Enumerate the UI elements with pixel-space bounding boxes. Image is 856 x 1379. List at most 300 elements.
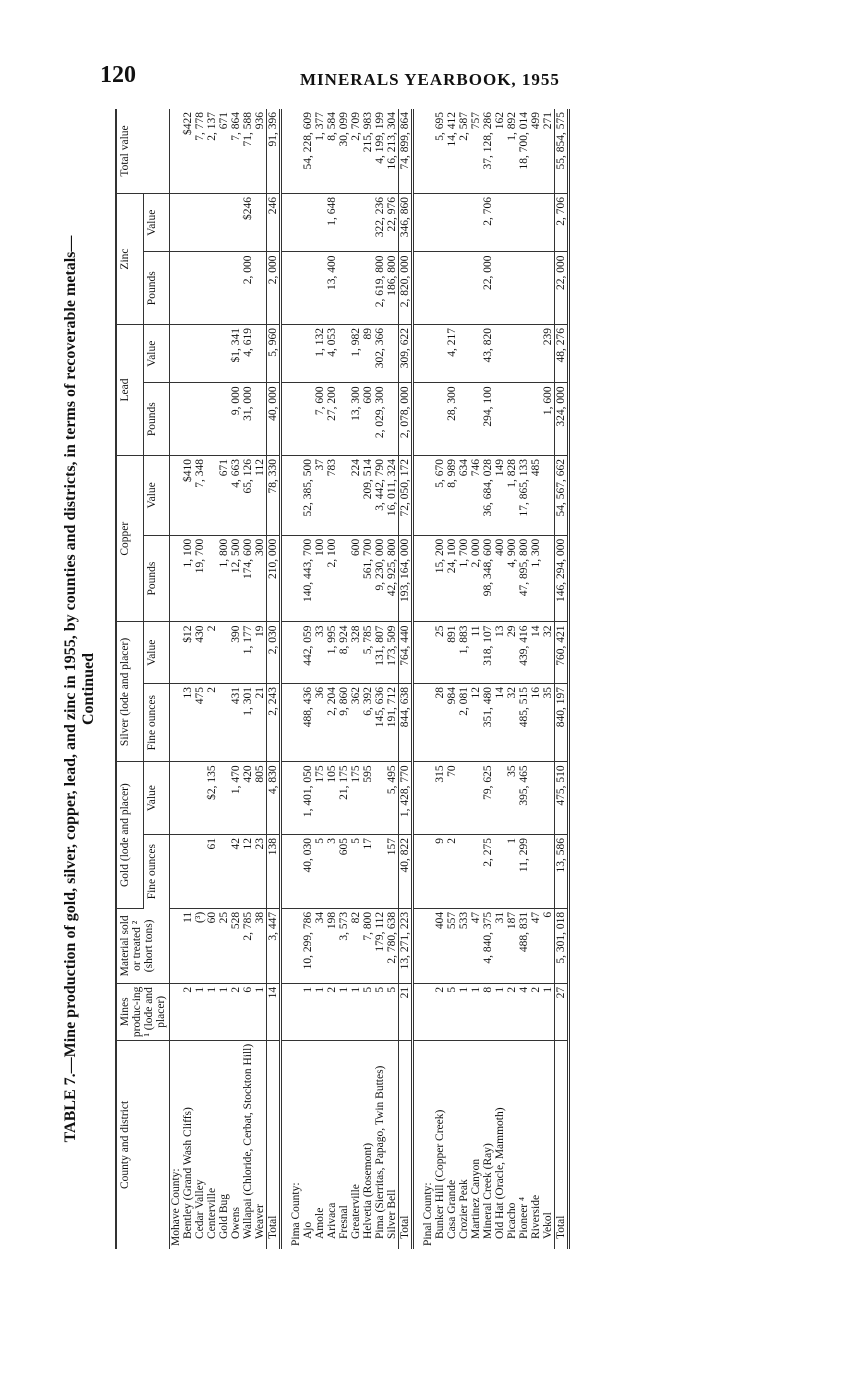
col-gold-val: Value — [143, 762, 169, 835]
cell-mines: 1 — [254, 983, 267, 1040]
cell-copper-val: 224 — [350, 456, 362, 536]
cell-lead-val — [182, 325, 194, 383]
cell-material: 5, 301, 018 — [555, 908, 569, 983]
cell-gold-oz — [194, 834, 206, 908]
cell-gold-val: 21, 175 — [338, 762, 350, 835]
cell-gold-val: 175 — [314, 762, 326, 835]
cell-total: 1, 377 — [314, 109, 326, 194]
cell-mines: 6 — [242, 983, 254, 1040]
cell-total: 757 — [470, 109, 482, 194]
col-zinc: Zinc — [116, 194, 143, 325]
cell-gold-oz: 12 — [242, 834, 254, 908]
cell-copper-lb: 600 — [350, 535, 362, 622]
cell-gold-oz — [218, 834, 230, 908]
cell-copper-lb: 47, 895, 800 — [518, 535, 530, 622]
cell-material: 31 — [494, 908, 506, 983]
cell-copper-lb: 19, 700 — [194, 535, 206, 622]
cell-zinc-lb: 2, 000 — [267, 252, 281, 325]
cell-copper-lb: 193, 164, 000 — [399, 535, 413, 622]
cell-total: 162 — [494, 109, 506, 194]
cell-lead-val — [470, 325, 482, 383]
cell-lead-lb — [302, 383, 314, 456]
cell-total: 7, 778 — [194, 109, 206, 194]
district-name: Pima (Sierritas, Papago, Twin Buttes) — [374, 1065, 386, 1239]
cell-zinc-lb — [494, 252, 506, 325]
table-row — [542, 109, 555, 1249]
cell-zinc-val — [314, 194, 326, 252]
cell-gold-val — [458, 762, 470, 835]
cell-total: 215, 983 — [362, 109, 374, 194]
cell-zinc-val — [506, 194, 518, 252]
cell-zinc-lb — [230, 252, 242, 325]
cell-gold-oz — [374, 834, 386, 908]
col-total: Total value — [116, 109, 170, 194]
cell-gold-val: 475, 510 — [555, 762, 569, 835]
cell-zinc-val — [302, 194, 314, 252]
cell-silver-oz: 2, 204 — [326, 683, 338, 761]
cell-gold-val: 1, 428, 770 — [399, 762, 413, 835]
cell-material: 82 — [350, 908, 362, 983]
cell-silver-oz: 28 — [434, 683, 446, 761]
cell-gold-val: 395, 465 — [518, 762, 530, 835]
cell-copper-val: 72, 050, 172 — [399, 456, 413, 536]
cell-zinc-lb — [530, 252, 542, 325]
cell-lead-val — [218, 325, 230, 383]
cell-gold-val: 420 — [242, 762, 254, 835]
table-row — [434, 109, 446, 1249]
cell-lead-lb — [494, 383, 506, 456]
table-row — [458, 109, 470, 1249]
cell-lead-lb — [386, 383, 399, 456]
district-name: Gold Bug — [218, 1193, 230, 1239]
production-table — [115, 109, 570, 1249]
cell-silver-val: 891 — [446, 622, 458, 684]
total-row — [267, 109, 281, 1249]
cell-silver-val: 390 — [230, 622, 242, 684]
cell-mines: 5 — [446, 983, 458, 1040]
cell-lead-val: 309, 622 — [399, 325, 413, 383]
cell-silver-val: 25 — [434, 622, 446, 684]
cell-gold-val — [182, 762, 194, 835]
cell-gold-oz — [470, 834, 482, 908]
cell-lead-val — [506, 325, 518, 383]
district-name: Casa Grande — [446, 1179, 458, 1239]
cell-lead-lb — [194, 383, 206, 456]
cell-gold-val — [194, 762, 206, 835]
table-row — [338, 109, 350, 1249]
cell-copper-lb: 24, 100 — [446, 535, 458, 622]
cell-zinc-val — [446, 194, 458, 252]
cell-zinc-lb — [302, 252, 314, 325]
cell-material: 528 — [230, 908, 242, 983]
table-row — [230, 109, 242, 1249]
cell-copper-val: 78, 330 — [267, 456, 281, 536]
cell-zinc-lb: 22, 000 — [555, 252, 569, 325]
cell-total: 18, 700, 014 — [518, 109, 530, 194]
cell-copper-lb: 4, 900 — [506, 535, 518, 622]
cell-total: 499 — [530, 109, 542, 194]
cell-silver-val: 1, 883 — [458, 622, 470, 684]
cell-silver-oz: 984 — [446, 683, 458, 761]
cell-gold-oz: 138 — [267, 834, 281, 908]
cell-gold-val: 1, 470 — [230, 762, 242, 835]
cell-silver-val: 1, 177 — [242, 622, 254, 684]
cell-silver-val: 439, 416 — [518, 622, 530, 684]
cell-material: 488, 831 — [518, 908, 530, 983]
cell-zinc-lb — [194, 252, 206, 325]
cell-silver-val: 430 — [194, 622, 206, 684]
table-row — [326, 109, 338, 1249]
district-name: Martinez Canyon — [470, 1158, 482, 1239]
table-title-line1: TABLE 7.—Mine production of gold, silver, copper, lead, and zinc in 1955, by counties and districts, in terms of recoverable metals— — [62, 235, 79, 1143]
cell-total: 74, 899, 864 — [399, 109, 413, 194]
cell-lead-lb — [218, 383, 230, 456]
district-name: Wallapai (Chloride, Cerbat, Stockton Hill) — [242, 1043, 254, 1239]
cell-gold-val: 595 — [362, 762, 374, 835]
cell-gold-oz: 2, 275 — [482, 834, 494, 908]
cell-total: $422 — [182, 109, 194, 194]
cell-copper-lb: 100 — [314, 535, 326, 622]
cell-copper-lb: 561, 700 — [362, 535, 374, 622]
cell-zinc-lb — [506, 252, 518, 325]
cell-copper-lb: 42, 925, 800 — [386, 535, 399, 622]
cell-zinc-lb — [458, 252, 470, 325]
district-name: Total — [399, 1040, 413, 1249]
cell-gold-oz: 13, 586 — [555, 834, 569, 908]
cell-total: 55, 854, 575 — [555, 109, 569, 194]
table-row — [194, 109, 206, 1249]
col-material: Material sold or treated ² (short tons) — [116, 908, 170, 983]
cell-silver-oz: 844, 638 — [399, 683, 413, 761]
cell-copper-lb: 2, 000 — [470, 535, 482, 622]
cell-lead-lb: 294, 100 — [482, 383, 494, 456]
cell-gold-val: 79, 625 — [482, 762, 494, 835]
cell-gold-val: 70 — [446, 762, 458, 835]
cell-lead-lb: 1, 600 — [542, 383, 555, 456]
cell-gold-val — [470, 762, 482, 835]
cell-copper-lb: 146, 294, 000 — [555, 535, 569, 622]
cell-lead-val — [518, 325, 530, 383]
cell-zinc-val — [338, 194, 350, 252]
cell-lead-val — [494, 325, 506, 383]
cell-zinc-val: 22, 976 — [386, 194, 399, 252]
table-row — [518, 109, 530, 1249]
cell-copper-val: 1, 828 — [506, 456, 518, 536]
col-copper-val: Value — [143, 456, 169, 536]
cell-lead-lb — [254, 383, 267, 456]
cell-mines: 1 — [194, 983, 206, 1040]
cell-total: 5, 695 — [434, 109, 446, 194]
cell-zinc-lb — [470, 252, 482, 325]
cell-zinc-val: 2, 706 — [482, 194, 494, 252]
cell-mines: 1 — [338, 983, 350, 1040]
col-zinc-val: Value — [143, 194, 169, 252]
cell-zinc-lb — [338, 252, 350, 325]
total-row — [555, 109, 569, 1249]
cell-gold-val: 105 — [326, 762, 338, 835]
cell-total: 671 — [218, 109, 230, 194]
cell-lead-val — [458, 325, 470, 383]
county-row — [422, 109, 434, 1249]
cell-copper-val: 783 — [326, 456, 338, 536]
cell-lead-lb — [206, 383, 218, 456]
cell-material: (³) — [194, 908, 206, 983]
cell-silver-val: 33 — [314, 622, 326, 684]
cell-zinc-val: 346, 860 — [399, 194, 413, 252]
cell-zinc-val — [362, 194, 374, 252]
cell-mines: 8 — [482, 983, 494, 1040]
cell-total: 4, 199, 199 — [374, 109, 386, 194]
cell-silver-oz: 2, 081 — [458, 683, 470, 761]
cell-copper-val: 7, 348 — [194, 456, 206, 536]
cell-gold-val: $2, 135 — [206, 762, 218, 835]
cell-material: 198 — [326, 908, 338, 983]
cell-zinc-val — [194, 194, 206, 252]
table-row — [494, 109, 506, 1249]
cell-lead-lb: 9, 000 — [230, 383, 242, 456]
cell-copper-val: 485 — [530, 456, 542, 536]
cell-copper-lb: 98, 348, 600 — [482, 535, 494, 622]
cell-mines: 5 — [374, 983, 386, 1040]
cell-mines: 1 — [542, 983, 555, 1040]
cell-gold-oz: 40, 030 — [302, 834, 314, 908]
cell-silver-oz: 362 — [350, 683, 362, 761]
cell-zinc-val — [254, 194, 267, 252]
cell-copper-val — [542, 456, 555, 536]
running-head: MINERALS YEARBOOK, 1955 — [300, 70, 560, 89]
cell-copper-val: 5, 670 — [434, 456, 446, 536]
district-name: Total — [555, 1040, 569, 1249]
cell-mines: 1 — [206, 983, 218, 1040]
cell-silver-val: 764, 440 — [399, 622, 413, 684]
cell-copper-lb: 300 — [254, 535, 267, 622]
col-mines: Mines produc-ing ¹ (lode and placer) — [116, 983, 170, 1040]
cell-zinc-lb — [434, 252, 446, 325]
cell-mines: 1 — [494, 983, 506, 1040]
cell-lead-val: 5, 960 — [267, 325, 281, 383]
cell-zinc-val — [182, 194, 194, 252]
cell-copper-lb: 1, 100 — [182, 535, 194, 622]
cell-lead-lb: 600 — [362, 383, 374, 456]
cell-material: 2, 785 — [242, 908, 254, 983]
col-gold: Gold (lode and placer) — [116, 762, 143, 908]
district-name: Greaterville — [350, 1184, 362, 1239]
cell-gold-oz: 157 — [386, 834, 399, 908]
cell-zinc-val — [350, 194, 362, 252]
cell-material: 533 — [458, 908, 470, 983]
county-name: Mohave County: — [170, 1168, 182, 1246]
cell-zinc-val — [542, 194, 555, 252]
cell-lead-val: 89 — [362, 325, 374, 383]
cell-gold-oz — [458, 834, 470, 908]
cell-gold-oz: 1 — [506, 834, 518, 908]
cell-copper-lb: 210, 000 — [267, 535, 281, 622]
cell-material: 47 — [530, 908, 542, 983]
cell-silver-oz: 191, 712 — [386, 683, 399, 761]
cell-mines: 5 — [362, 983, 374, 1040]
cell-zinc-val — [530, 194, 542, 252]
cell-zinc-val — [470, 194, 482, 252]
district-name: Weaver — [254, 1204, 266, 1239]
district-name: Picacho — [506, 1202, 518, 1239]
cell-silver-oz: 475 — [194, 683, 206, 761]
cell-silver-val: 19 — [254, 622, 267, 684]
cell-total: 1, 892 — [506, 109, 518, 194]
cell-lead-lb: 27, 200 — [326, 383, 338, 456]
cell-zinc-val: $246 — [242, 194, 254, 252]
cell-gold-oz: 2 — [446, 834, 458, 908]
cell-copper-lb: 1, 700 — [458, 535, 470, 622]
cell-copper-val: 671 — [218, 456, 230, 536]
cell-zinc-lb: 2, 619, 800 — [374, 252, 386, 325]
cell-zinc-val — [458, 194, 470, 252]
col-gold-oz: Fine ounces — [143, 834, 169, 908]
cell-gold-oz: 23 — [254, 834, 267, 908]
cell-gold-oz: 3 — [326, 834, 338, 908]
cell-lead-val — [194, 325, 206, 383]
col-lead-val: Value — [143, 325, 169, 383]
cell-silver-oz: 431 — [230, 683, 242, 761]
cell-gold-oz — [542, 834, 555, 908]
cell-copper-lb: 2, 100 — [326, 535, 338, 622]
col-copper-lb: Pounds — [143, 535, 169, 622]
col-silver-oz: Fine ounces — [143, 683, 169, 761]
cell-silver-oz — [218, 683, 230, 761]
district-name: Total — [267, 1040, 281, 1249]
col-silver-val: Value — [143, 622, 169, 684]
cell-zinc-val — [434, 194, 446, 252]
cell-copper-val: 746 — [470, 456, 482, 536]
cell-material: 7, 800 — [362, 908, 374, 983]
cell-silver-val: 318, 107 — [482, 622, 494, 684]
cell-zinc-val — [494, 194, 506, 252]
cell-lead-val: 302, 366 — [374, 325, 386, 383]
cell-lead-lb — [470, 383, 482, 456]
cell-silver-val: 131, 807 — [374, 622, 386, 684]
cell-zinc-val: 322, 236 — [374, 194, 386, 252]
cell-copper-val: 52, 385, 500 — [302, 456, 314, 536]
cell-zinc-lb — [362, 252, 374, 325]
cell-gold-oz: 9 — [434, 834, 446, 908]
county-row — [170, 109, 183, 1249]
page-number: 120 — [100, 62, 136, 88]
cell-gold-oz: 40, 822 — [399, 834, 413, 908]
county-row — [290, 109, 302, 1249]
district-name: Mineral Creek (Ray) — [482, 1143, 494, 1239]
cell-copper-val — [338, 456, 350, 536]
cell-zinc-lb — [314, 252, 326, 325]
cell-zinc-lb — [350, 252, 362, 325]
cell-silver-val: 5, 785 — [362, 622, 374, 684]
cell-copper-val: 16, 011, 324 — [386, 456, 399, 536]
cell-gold-oz: 5 — [314, 834, 326, 908]
cell-lead-val: 1, 132 — [314, 325, 326, 383]
cell-silver-oz: 32 — [506, 683, 518, 761]
district-name: Fresnal — [338, 1205, 350, 1239]
cell-total: 16, 213, 304 — [386, 109, 399, 194]
cell-zinc-lb: 186, 800 — [386, 252, 399, 325]
cell-gold-val — [542, 762, 555, 835]
cell-gold-val: 35 — [506, 762, 518, 835]
table-row — [350, 109, 362, 1249]
cell-total: 14, 412 — [446, 109, 458, 194]
cell-mines: 2 — [326, 983, 338, 1040]
cell-copper-lb — [206, 535, 218, 622]
district-name: Vekol — [542, 1212, 554, 1239]
cell-lead-lb: 13, 300 — [350, 383, 362, 456]
cell-silver-oz: 2 — [206, 683, 218, 761]
cell-lead-val — [434, 325, 446, 383]
cell-silver-oz: 485, 515 — [518, 683, 530, 761]
cell-mines: 1 — [314, 983, 326, 1040]
cell-copper-val: 4, 663 — [230, 456, 242, 536]
cell-silver-val: 2, 030 — [267, 622, 281, 684]
cell-gold-val: 4, 830 — [267, 762, 281, 835]
cell-zinc-lb — [446, 252, 458, 325]
cell-gold-val — [530, 762, 542, 835]
cell-gold-val: 805 — [254, 762, 267, 835]
cell-material: 47 — [470, 908, 482, 983]
cell-copper-lb: 12, 500 — [230, 535, 242, 622]
cell-zinc-val — [230, 194, 242, 252]
cell-zinc-lb: 13, 400 — [326, 252, 338, 325]
cell-zinc-lb: 2, 000 — [242, 252, 254, 325]
cell-copper-val: 634 — [458, 456, 470, 536]
col-copper: Copper — [116, 456, 143, 622]
cell-lead-val: 4, 217 — [446, 325, 458, 383]
col-lead-lb: Pounds — [143, 383, 169, 456]
cell-gold-val: 5, 495 — [386, 762, 399, 835]
cell-zinc-lb — [206, 252, 218, 325]
cell-copper-lb: 1, 300 — [530, 535, 542, 622]
cell-copper-val: 3, 442, 790 — [374, 456, 386, 536]
cell-silver-val: 760, 421 — [555, 622, 569, 684]
cell-material: 13, 271, 223 — [399, 908, 413, 983]
district-name: Centerville — [206, 1187, 218, 1239]
cell-lead-val: 1, 982 — [350, 325, 362, 383]
table-row — [506, 109, 518, 1249]
table-row — [446, 109, 458, 1249]
table-row — [302, 109, 314, 1249]
cell-silver-val: 13 — [494, 622, 506, 684]
cell-copper-val: 17, 865, 133 — [518, 456, 530, 536]
cell-total: 54, 228, 609 — [302, 109, 314, 194]
cell-lead-lb: 2, 078, 000 — [399, 383, 413, 456]
cell-silver-val: $12 — [182, 622, 194, 684]
cell-lead-val — [206, 325, 218, 383]
cell-lead-lb: 28, 300 — [446, 383, 458, 456]
cell-silver-oz: 14 — [494, 683, 506, 761]
total-row — [399, 109, 413, 1249]
cell-mines: 1 — [350, 983, 362, 1040]
district-name: Riverside — [530, 1194, 542, 1239]
cell-mines: 2 — [182, 983, 194, 1040]
cell-zinc-val — [206, 194, 218, 252]
cell-zinc-lb — [518, 252, 530, 325]
cell-copper-val: 37 — [314, 456, 326, 536]
cell-lead-lb — [182, 383, 194, 456]
cell-mines: 2 — [530, 983, 542, 1040]
cell-zinc-lb: 2, 820, 000 — [399, 252, 413, 325]
cell-lead-val: 4, 619 — [242, 325, 254, 383]
cell-material: 4, 840, 375 — [482, 908, 494, 983]
cell-total: 271 — [542, 109, 555, 194]
cell-material: 38 — [254, 908, 267, 983]
cell-lead-val — [338, 325, 350, 383]
cell-silver-oz: 9, 860 — [338, 683, 350, 761]
cell-silver-oz: 2, 243 — [267, 683, 281, 761]
cell-mines: 2 — [506, 983, 518, 1040]
